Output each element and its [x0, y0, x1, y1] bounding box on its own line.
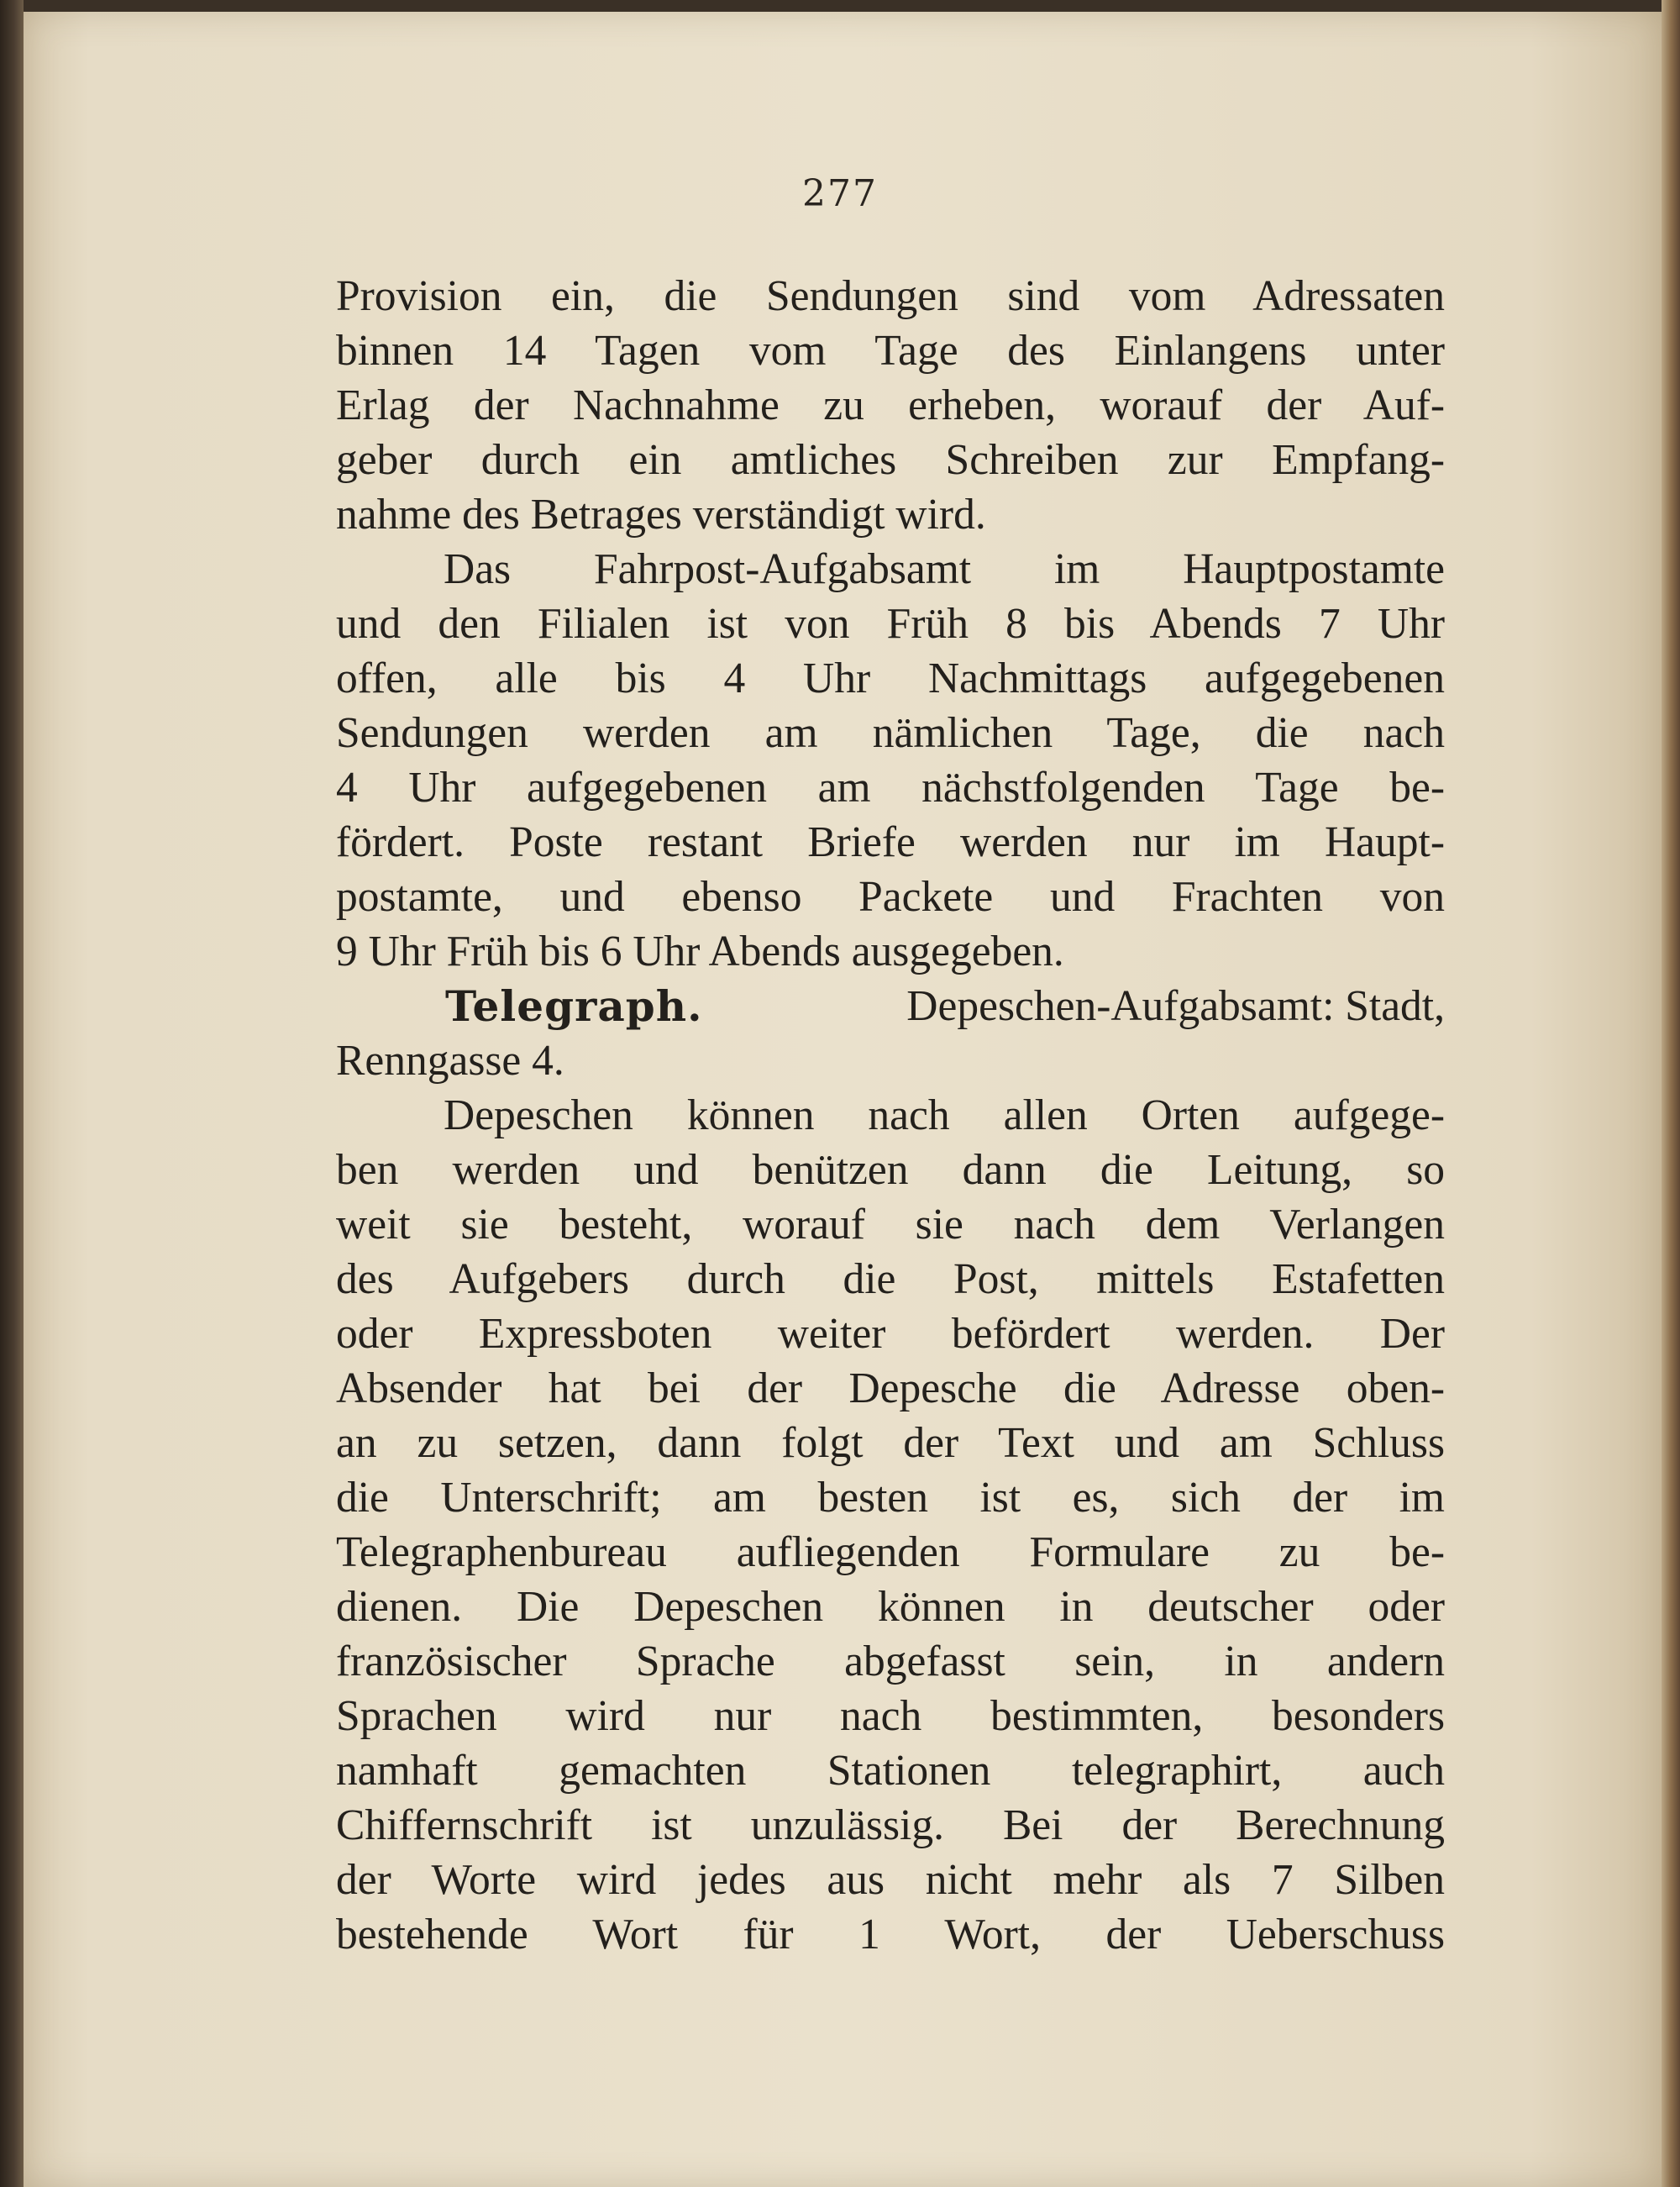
text-line: ben werden und benützen dann die Leitung, so — [336, 1146, 1445, 1194]
text-line: und den Filialen ist von Früh 8 bis Abends 7 Uhr — [336, 600, 1445, 648]
text-line: 4 Uhr aufgegebenen am nächstfolgenden Tage be- — [336, 764, 1445, 812]
text-line: Absender hat bei der Depesche die Adresse oben- — [336, 1364, 1445, 1412]
text-line: binnen 14 Tagen vom Tage des Einlangens unter — [336, 327, 1445, 375]
text-line: Sprachen wird nur nach bestimmten, besonders — [336, 1692, 1445, 1740]
text-line: die Unterschrift; am besten ist es, sich der im — [336, 1474, 1445, 1522]
text-line: namhaft gemachten Stationen telegraphirt, auch — [336, 1747, 1445, 1795]
text-line: weit sie besteht, worauf sie nach dem Verlangen — [336, 1201, 1445, 1249]
page-edge-stack — [1662, 0, 1680, 2187]
text-line: oder Expressboten weiter befördert werden. Der — [336, 1310, 1445, 1358]
text-line: fördert. Poste restant Briefe werden nur im Haupt- — [336, 818, 1445, 866]
text-line: Provision ein, die Sendungen sind vom Adressaten — [336, 272, 1445, 320]
text-line: geber durch ein amtliches Schreiben zur Empfang- — [336, 436, 1445, 484]
section-heading-line — [336, 979, 1445, 1033]
text-line: bestehende Wort für 1 Wort, der Ueberschuss — [336, 1911, 1445, 1958]
text-line: Sendungen werden am nämlichen Tage, die nach — [336, 709, 1445, 757]
text-line: Telegraphenbureau aufliegenden Formulare zu be- — [336, 1528, 1445, 1576]
text-line: dienen. Die Depeschen können in deutscher oder — [336, 1583, 1445, 1631]
text-line: offen, alle bis 4 Uhr Nachmittags aufgegebenen — [336, 655, 1445, 702]
text-line: der Worte wird jedes aus nicht mehr als 7 Silben — [336, 1856, 1445, 1904]
section-heading-rest: Depeschen-Aufgabsamt: Stadt, — [906, 982, 1445, 1030]
text-line: nahme des Betrages verständigt wird. — [336, 491, 986, 539]
text-line: an zu setzen, dann folgt der Text und am Schluss — [336, 1419, 1445, 1467]
text-line: Erlag der Nachnahme zu erheben, worauf der Auf- — [336, 381, 1445, 429]
text-line: Renngasse 4. — [336, 1037, 564, 1085]
text-line: Das Fahrpost-Aufgabsamt im Hauptpostamte — [444, 545, 1445, 593]
text-line: 9 Uhr Früh bis 6 Uhr Abends ausgegeben. — [336, 928, 1064, 975]
book-spine-edge — [0, 0, 24, 2187]
page-number: 277 — [802, 172, 878, 215]
text-line: Chiffernschrift ist unzulässig. Bei der Berechnung — [336, 1801, 1445, 1849]
body-text — [336, 269, 1445, 1962]
section-heading: Telegraph. — [445, 981, 703, 1031]
text-line: postamte, und ebenso Packete und Frachten von — [336, 873, 1445, 921]
text-line: Depeschen können nach allen Orten aufgege- — [444, 1091, 1445, 1139]
text-line: französischer Sprache abgefasst sein, in andern — [336, 1638, 1445, 1685]
text-line: des Aufgebers durch die Post, mittels Estafetten — [336, 1255, 1445, 1303]
